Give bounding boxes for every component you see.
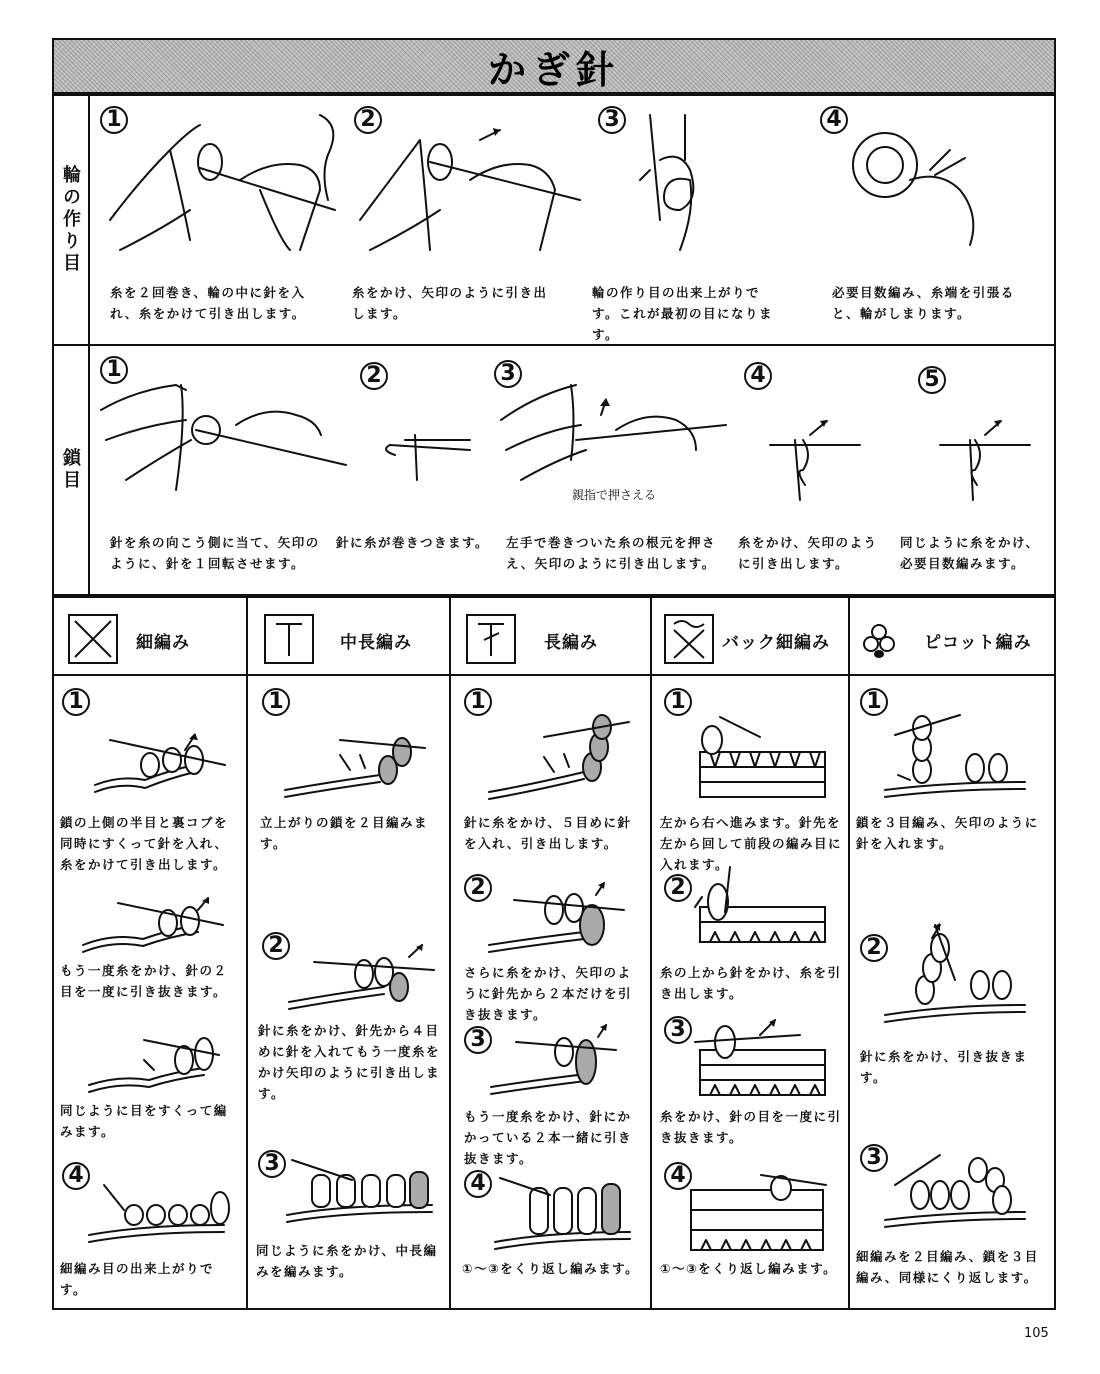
chain-step-1-illustration: [96, 380, 356, 500]
single-crochet-symbol-icon: [68, 614, 118, 664]
col5-step-1-number: 1: [860, 688, 888, 716]
ring-step-2-number: 2: [354, 106, 382, 134]
col2-step-1-caption: 立上がりの鎖を２目編みます。: [260, 815, 429, 851]
picot-symbol-icon: [862, 622, 896, 662]
col4-step-4-illustration: [686, 1170, 831, 1260]
col4-step-2-illustration: [690, 862, 830, 957]
col1-step-1-number: 1: [62, 688, 90, 716]
chain-step-1-number: 1: [100, 356, 128, 384]
col3-step-1-caption: 針に糸をかけ、５目めに針を入れ、引き出します。: [464, 815, 632, 851]
col1-step-3-caption: 同じように目をすくって編みます。: [60, 1103, 228, 1139]
col2-step-3-illustration: [282, 1150, 437, 1230]
col2-step-3-number: 3: [258, 1150, 286, 1178]
chain-step-1-caption: 針を糸の向こう側に当て、矢印のように、針を１回転させます。: [110, 535, 320, 571]
col3-step-3-illustration: [486, 1022, 636, 1102]
col5-step-3-caption: 細編みを２目編み、鎖を３目編み、同様にくり返します。: [856, 1249, 1039, 1285]
col4-step-4-number: 4: [664, 1162, 692, 1190]
col1-step-3-illustration: [84, 1030, 224, 1095]
ring-step-1-illustration: [100, 100, 350, 270]
col1-step-1-illustration: [90, 730, 230, 800]
col2-step-2-illustration: [284, 942, 439, 1017]
col5-step-2-illustration: [880, 920, 1030, 1030]
ring-step-2-illustration: [350, 100, 590, 270]
col3-step-2-illustration: [484, 880, 634, 960]
col2-step-3-caption: 同じように糸をかけ、中長編みを編みます。: [256, 1243, 438, 1279]
ring-step-4-number: 4: [820, 106, 848, 134]
col3-step-4-caption: ①～③をくり返し編みます。: [462, 1261, 640, 1276]
chain-step-5-illustration: [935, 415, 1035, 505]
column-2-title: 中長編み: [340, 633, 412, 653]
col4-step-3-illustration: [690, 1010, 830, 1100]
chain-step-2-illustration: [375, 420, 475, 490]
ring-step-3-number: 3: [598, 106, 626, 134]
column-3-title: 長編み: [544, 633, 598, 653]
col5-step-2-number: 2: [860, 934, 888, 962]
col4-step-1-illustration: [690, 712, 830, 807]
col4-step-4-caption: ①～③をくり返し編みます。: [660, 1261, 838, 1276]
page-number: 105: [1024, 1326, 1049, 1341]
col2-step-2-caption: 針に糸をかけ、針先から４目めに針を入れてもう一度糸をかけ矢印のように引き出します。: [258, 1023, 441, 1101]
col1-step-2-illustration: [78, 895, 228, 960]
page-title: かぎ針: [487, 47, 620, 92]
ring-step-3-illustration: [630, 110, 710, 260]
col4-step-3-caption: 糸をかけ、針の目を一度に引き抜きます。: [660, 1109, 842, 1145]
col5-step-1-caption: 鎖を３目編み、矢印のように針を入れます。: [856, 815, 1039, 851]
chain-step-4-caption: 糸をかけ、矢印のように引き出します。: [738, 535, 878, 571]
col2-step-1-illustration: [280, 730, 430, 805]
chain-section-divider: [88, 344, 90, 596]
ring-section-label: 輪の作り目: [60, 165, 81, 275]
col5-step-1-illustration: [880, 710, 1030, 805]
chain-step-5-caption: 同じように糸をかけ、必要目数編みます。: [900, 535, 1040, 571]
thumb-note: 親指で押さえる: [572, 488, 657, 502]
chain-step-3-caption: 左手で巻きついた糸の根元を押さえ、矢印のように引き出します。: [506, 535, 717, 571]
col2-step-2-number: 2: [262, 932, 290, 960]
col1-step-4-number: 4: [62, 1162, 90, 1190]
column-divider-4: [848, 596, 850, 1310]
column-header-divider: [52, 674, 1056, 676]
ring-step-4-caption: 必要目数編み、糸端を引張ると、輪がしまります。: [832, 285, 1015, 321]
ring-step-4-illustration: [840, 120, 1010, 260]
ring-step-1-number: 1: [100, 106, 128, 134]
col1-step-4-caption: 細編み目の出来上がりです。: [60, 1261, 215, 1297]
chain-section-label: 鎖目: [60, 448, 81, 492]
col5-step-3-illustration: [880, 1140, 1030, 1235]
chain-step-5-number: 5: [918, 366, 946, 394]
col2-step-1-number: 1: [262, 688, 290, 716]
col3-step-2-caption: さらに糸をかけ、矢印のように針先から２本だけを引き抜きます。: [464, 965, 633, 1022]
ring-section-divider: [88, 94, 90, 346]
col3-step-3-caption: もう一度糸をかけ、針にかかっている２本一緒に引き抜きます。: [464, 1109, 633, 1166]
col4-step-3-number: 3: [664, 1016, 692, 1044]
ring-step-1-caption: 糸を２回巻き、輪の中に針を入れ、糸をかけて引き出します。: [110, 285, 306, 321]
col5-step-3-number: 3: [860, 1144, 888, 1172]
chain-step-4-illustration: [765, 415, 865, 505]
column-5-title: ピコット編み: [924, 633, 1032, 653]
col4-step-2-caption: 糸の上から針をかけ、糸を引き出します。: [660, 965, 842, 1001]
col1-step-4-illustration: [84, 1180, 234, 1250]
col4-step-1-caption: 左から右へ進みます。針先を左から回して前段の編み目に入れます。: [660, 815, 843, 872]
col4-step-1-number: 1: [664, 688, 692, 716]
col3-step-3-number: 3: [464, 1026, 492, 1054]
ring-step-2-caption: 糸をかけ、矢印のように引き出します。: [352, 285, 548, 321]
chain-step-2-number: 2: [360, 362, 388, 390]
column-divider-1: [246, 596, 248, 1310]
chain-step-2-caption: 針に糸が巻きつきます。: [336, 535, 490, 550]
col3-step-4-number: 4: [464, 1170, 492, 1198]
col3-step-1-illustration: [484, 712, 634, 807]
reverse-single-crochet-symbol-icon: [664, 614, 714, 664]
double-crochet-symbol-icon: [466, 614, 516, 664]
column-divider-3: [650, 596, 652, 1310]
column-4-title: バック細編み: [722, 633, 830, 653]
col3-step-2-number: 2: [464, 874, 492, 902]
title-bar: [52, 38, 1056, 94]
column-1-title: 細編み: [136, 633, 190, 653]
half-double-crochet-symbol-icon: [264, 614, 314, 664]
col4-step-2-number: 2: [664, 874, 692, 902]
column-divider-2: [449, 596, 451, 1310]
col1-step-1-caption: 鎖の上側の半目と裏コブを同時にすくって針を入れ、糸をかけて引き出します。: [60, 815, 229, 872]
chain-step-4-number: 4: [744, 362, 772, 390]
chain-step-3-number: 3: [494, 360, 522, 388]
col3-step-1-number: 1: [464, 688, 492, 716]
col1-step-2-caption: もう一度糸をかけ、針の２目を一度に引き抜きます。: [60, 963, 228, 999]
ring-step-3-caption: 輪の作り目の出来上がりです。これが最初の目になります。: [592, 285, 774, 342]
chain-step-3-illustration: [496, 380, 736, 500]
col3-step-4-illustration: [490, 1170, 640, 1255]
col5-step-2-caption: 針に糸をかけ、引き抜きます。: [860, 1049, 1028, 1085]
